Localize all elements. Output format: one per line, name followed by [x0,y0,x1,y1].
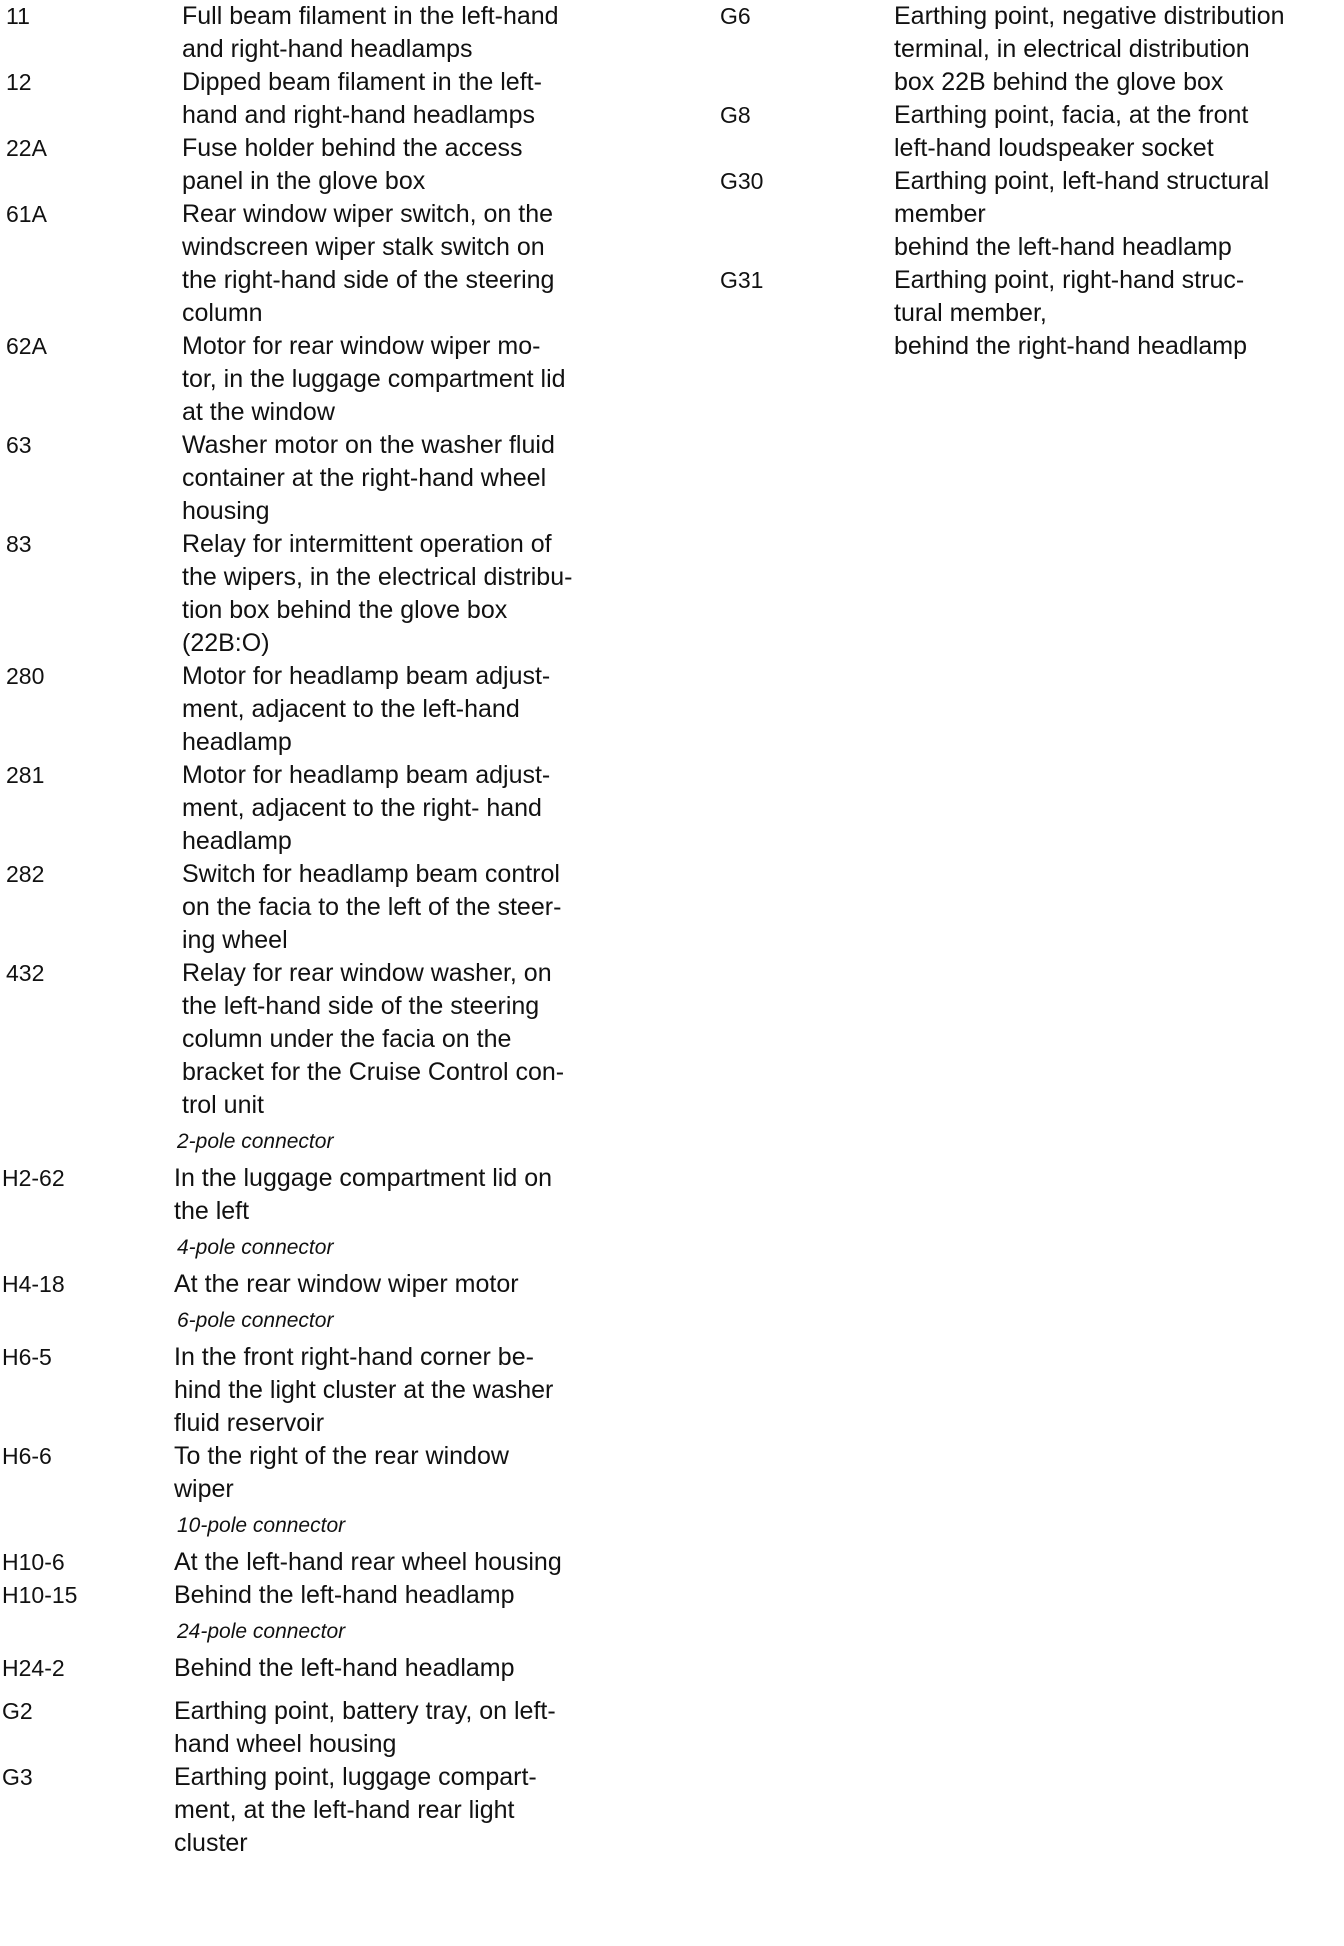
connector-list-24-pole [0,1652,640,1685]
legend-entry [0,1440,640,1506]
legend-entry [716,99,1344,165]
entry-code: H10-15 [2,1582,78,1608]
connector-list-10-pole [0,1546,640,1612]
entry-code: H6-5 [2,1344,52,1370]
entry-description: Fuse holder behind the access panel in the glove box [182,134,523,195]
entry-code: H4-18 [2,1271,65,1297]
right-column [716,0,1344,363]
entry-code: G6 [720,3,751,29]
left-column [0,0,640,1860]
legend-entry [0,1341,640,1440]
section-heading-10-pole-connector: 10-pole connector [177,1514,346,1537]
entry-description: Behind the left-hand headlamp [174,1581,515,1609]
legend-entry [0,66,640,132]
entry-description: Motor for rear window wiper mo- tor, in the luggage compartment lid at the window [182,332,566,426]
entry-code: 282 [6,861,45,887]
entry-description: Motor for headlamp beam adjust- ment, adjacent to the right- hand headlamp [182,761,551,855]
entry-description: At the rear window wiper motor [174,1270,519,1298]
entry-code: H2-62 [2,1165,65,1191]
entry-description: Washer motor on the washer fluid container at the right-hand wheel housing [182,431,555,525]
entry-description: Relay for intermittent operation of the wipers, in the electrical distribu- tion box behind the glove box (22B:O) [182,530,573,657]
section-heading-4-pole-connector: 4-pole connector [177,1236,334,1259]
entry-description: Full beam filament in the left-hand and right-hand headlamps [182,2,559,63]
entry-code: G30 [720,168,764,194]
connector-list-6-pole [0,1341,640,1506]
legend-entry [0,1761,640,1860]
legend-entry [0,198,640,330]
entry-description: Behind the left-hand headlamp [174,1654,515,1682]
earthing-point-list-right [716,0,1344,363]
legend-entry [0,0,640,66]
section-heading-2-pole-connector: 2-pole connector [177,1130,334,1153]
entry-code: H6-6 [2,1443,52,1469]
legend-entry [0,1162,640,1228]
entry-description: Earthing point, facia, at the front left-hand loudspeaker socket [894,101,1249,162]
entry-code: G8 [720,102,751,128]
connector-list-2-pole [0,1162,640,1228]
section-heading-6-pole-connector: 6-pole connector [177,1309,334,1332]
component-list [0,0,640,1122]
connector-list-4-pole [0,1268,640,1301]
entry-description: To the right of the rear window wiper [174,1442,509,1503]
entry-code: 11 [6,3,30,29]
entry-code: 12 [6,69,32,95]
legend-entry [0,660,640,759]
earthing-point-list [0,1695,640,1860]
entry-code: H24-2 [2,1655,65,1681]
legend-entry [0,1546,640,1579]
legend-entry [0,1268,640,1301]
entry-description: Earthing point, luggage compart- ment, at the left-hand rear light cluster [174,1763,537,1857]
legend-entry [0,858,640,957]
entry-description: Relay for rear window washer, on the left-hand side of the steering column under the facia on the bracket for the Cruise Control con- trol unit [182,959,565,1119]
entry-description: Earthing point, battery tray, on left- hand wheel housing [174,1697,556,1758]
entry-description: In the front right-hand corner be- hind the light cluster at the washer fluid reservoir [174,1343,554,1437]
entry-code: G31 [720,267,764,293]
entry-description: In the luggage compartment lid on the left [174,1164,553,1225]
legend-entry [0,528,640,660]
entry-description: Motor for headlamp beam adjust- ment, adjacent to the left-hand headlamp [182,662,551,756]
entry-code: 61A [6,201,47,227]
entry-code: 280 [6,663,45,689]
entry-code: 22A [6,135,47,161]
entry-description: Rear window wiper switch, on the windscreen wiper stalk switch on the right-hand side of the steering column [182,200,555,327]
entry-code: 281 [6,762,45,788]
entry-code: 432 [6,960,45,986]
section-heading-24-pole-connector: 24-pole connector [177,1620,346,1643]
entry-description: Earthing point, right-hand struc- tural member, behind the right-hand headlamp [894,266,1248,360]
entry-description: Switch for headlamp beam control on the facia to the left of the steer- ing wheel [182,860,562,954]
entry-description: At the left-hand rear wheel housing [174,1548,562,1576]
legend-entry [716,264,1344,363]
entry-description: Dipped beam filament in the left- hand and right-hand headlamps [182,68,542,129]
entry-code: H10-6 [2,1549,65,1575]
entry-description: Earthing point, negative distribution terminal, in electrical distribution box 22B behind the glove box [894,2,1285,96]
entry-description: Earthing point, left-hand structural member behind the left-hand headlamp [894,167,1270,261]
legend-entry [0,1652,640,1685]
entry-code: 63 [6,432,32,458]
entry-code: G2 [2,1698,33,1724]
legend-entry [0,330,640,429]
entry-code: 62A [6,333,47,359]
legend-entry [0,1579,640,1612]
legend-entry [0,429,640,528]
legend-entry [716,0,1344,99]
entry-code: 83 [6,531,32,557]
legend-entry [0,1695,640,1761]
legend-entry [716,165,1344,264]
legend-entry [0,957,640,1122]
legend-entry [0,132,640,198]
legend-entry [0,759,640,858]
entry-code: G3 [2,1764,33,1790]
